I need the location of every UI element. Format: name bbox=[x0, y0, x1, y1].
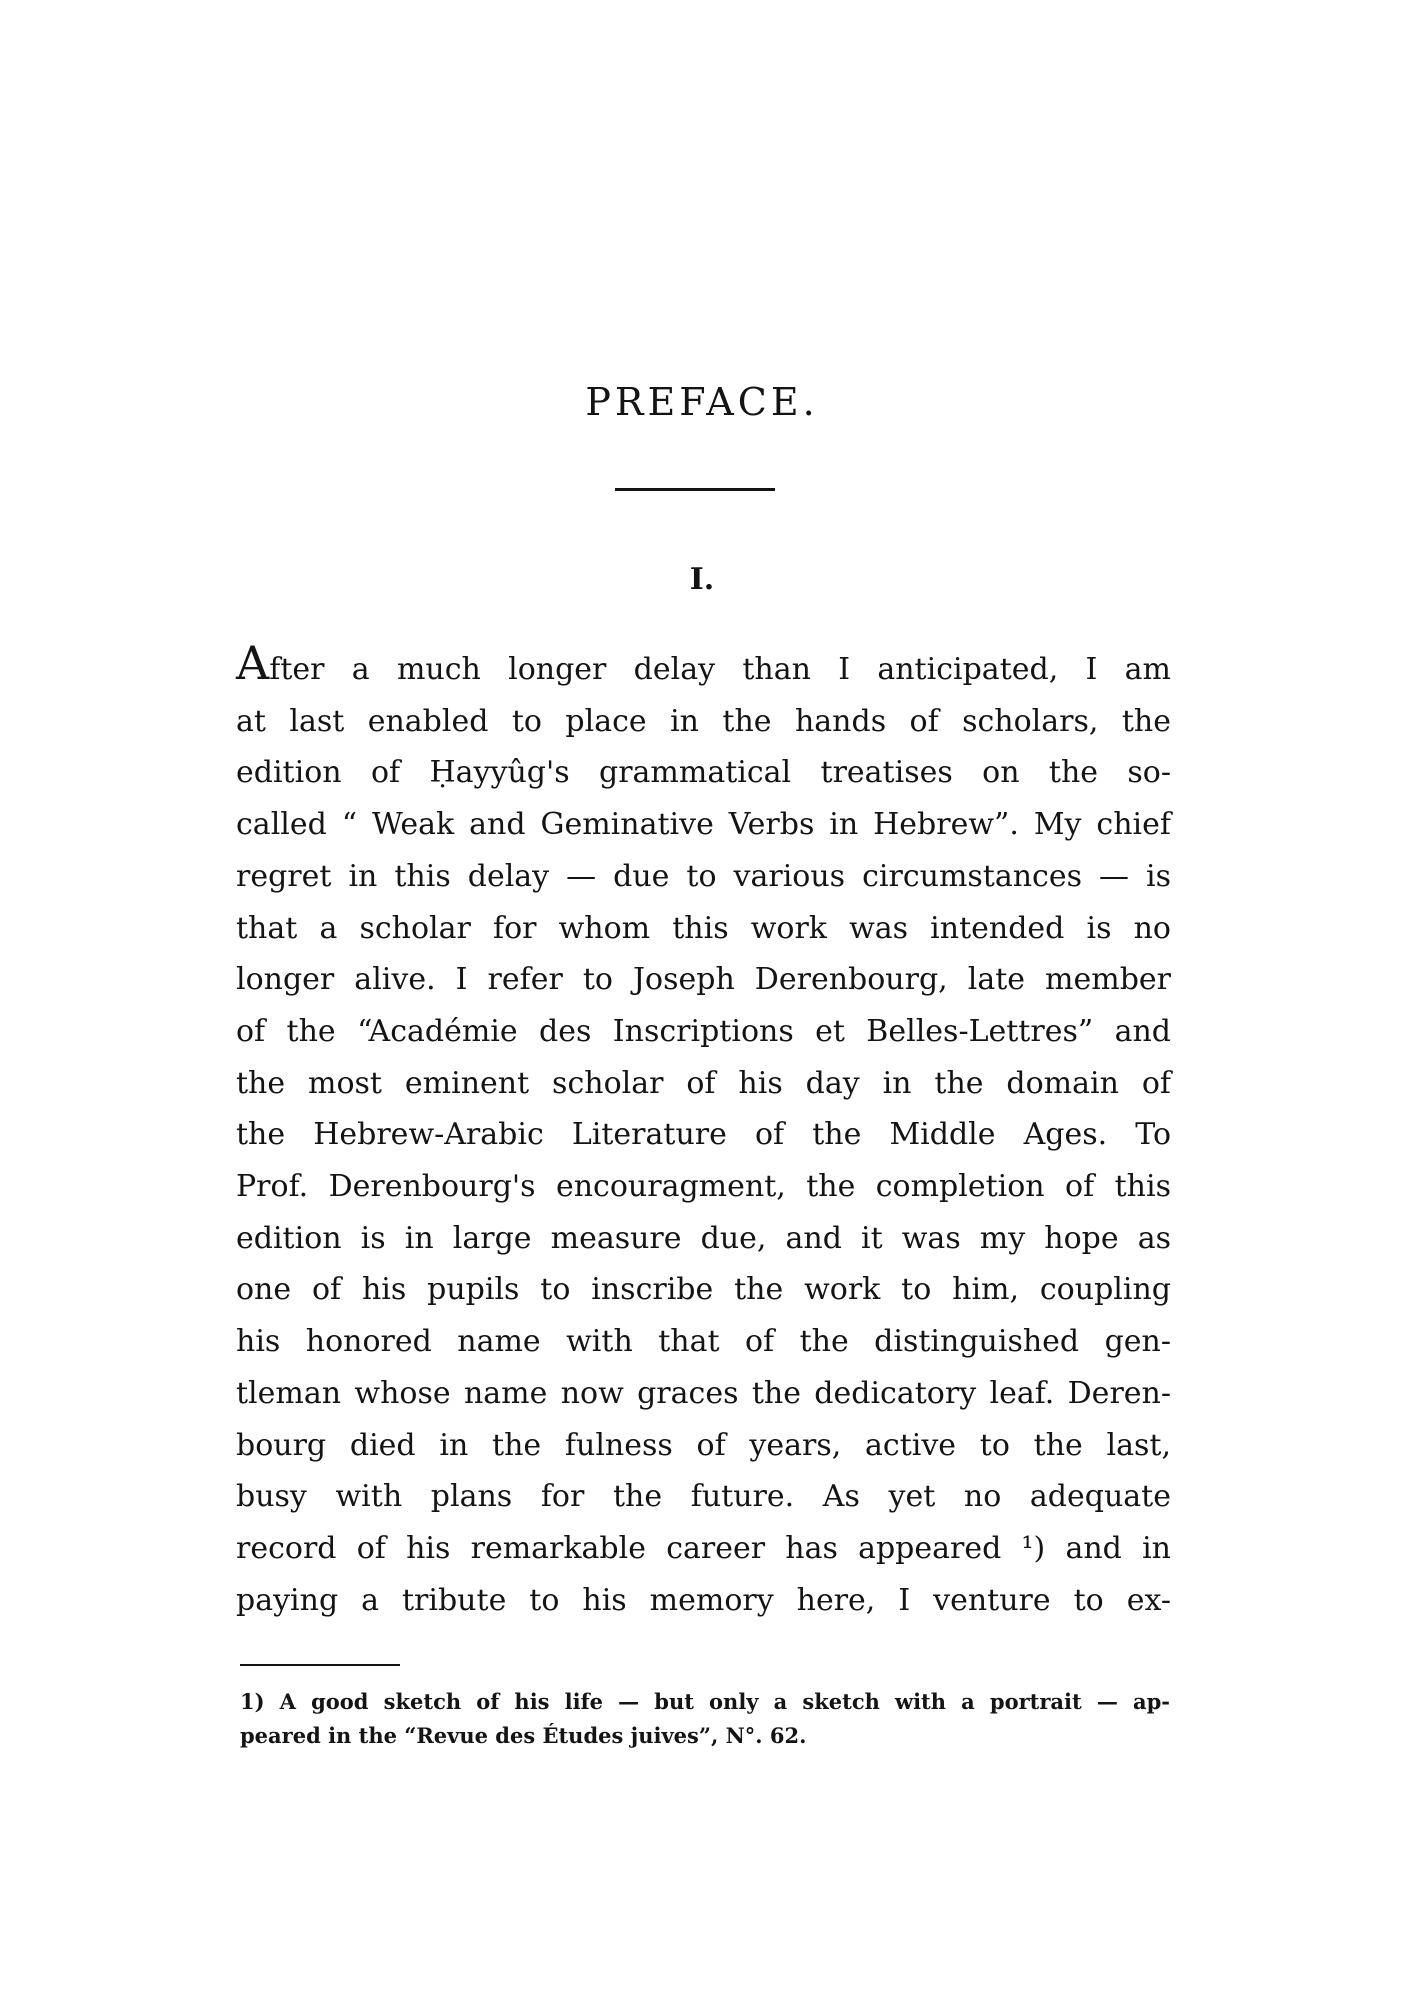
body-line: called “ Weak and Geminative Verbs in Hebrew”. My chief bbox=[236, 807, 1171, 843]
body-line: Prof. Derenbourg's encouragment, the completion of this bbox=[236, 1169, 1171, 1205]
body-line: longer alive. I refer to Joseph Derenbourg, late member bbox=[236, 962, 1171, 998]
body-line: his honored name with that of the distinguished gen- bbox=[236, 1324, 1171, 1360]
footnote-line: peared in the “Revue des Études juives”, N°. 62. bbox=[240, 1723, 807, 1748]
body-line-1 bbox=[236, 636, 1171, 696]
title-divider bbox=[615, 488, 775, 491]
body-line: edition is in large measure due, and it was my hope as bbox=[236, 1220, 1171, 1256]
body-line: regret in this delay — due to various circumstances — is bbox=[236, 858, 1171, 894]
footnote-line: 1) A good sketch of his life — but only a sketch with a portrait — ap- bbox=[240, 1689, 1170, 1714]
body-line: the most eminent scholar of his day in the domain of bbox=[236, 1065, 1171, 1101]
body-line: record of his remarkable career has appeared ¹) and in bbox=[236, 1530, 1171, 1566]
footnote-divider bbox=[240, 1664, 400, 1666]
section-numeral: I. bbox=[689, 562, 715, 597]
page-title: PREFACE. bbox=[585, 380, 819, 424]
body-line: bourg died in the fulness of years, active to the last, bbox=[236, 1427, 1171, 1463]
body-line: one of his pupils to inscribe the work to him, coupling bbox=[236, 1272, 1171, 1308]
body-line: edition of Ḥayyûg's grammatical treatises on the so- bbox=[236, 755, 1171, 791]
body-line: the Hebrew-Arabic Literature of the Middle Ages. To bbox=[236, 1117, 1171, 1153]
body-line: of the “Académie des Inscriptions et Belles-Lettres” and bbox=[236, 1013, 1171, 1049]
body-line: tleman whose name now graces the dedicatory leaf. Deren- bbox=[236, 1375, 1171, 1411]
body-line: at last enabled to place in the hands of scholars, the bbox=[236, 703, 1171, 739]
body-line: paying a tribute to his memory here, I venture to ex- bbox=[236, 1582, 1171, 1618]
body-line: busy with plans for the future. As yet no adequate bbox=[236, 1479, 1171, 1515]
body-line-1-text: fter a much longer delay than I anticipated, I am bbox=[269, 652, 1171, 687]
drop-initial: A bbox=[236, 636, 270, 690]
body-paragraph bbox=[236, 636, 1171, 1626]
body-line: that a scholar for whom this work was intended is no bbox=[236, 910, 1171, 946]
footnote bbox=[240, 1685, 1170, 1753]
